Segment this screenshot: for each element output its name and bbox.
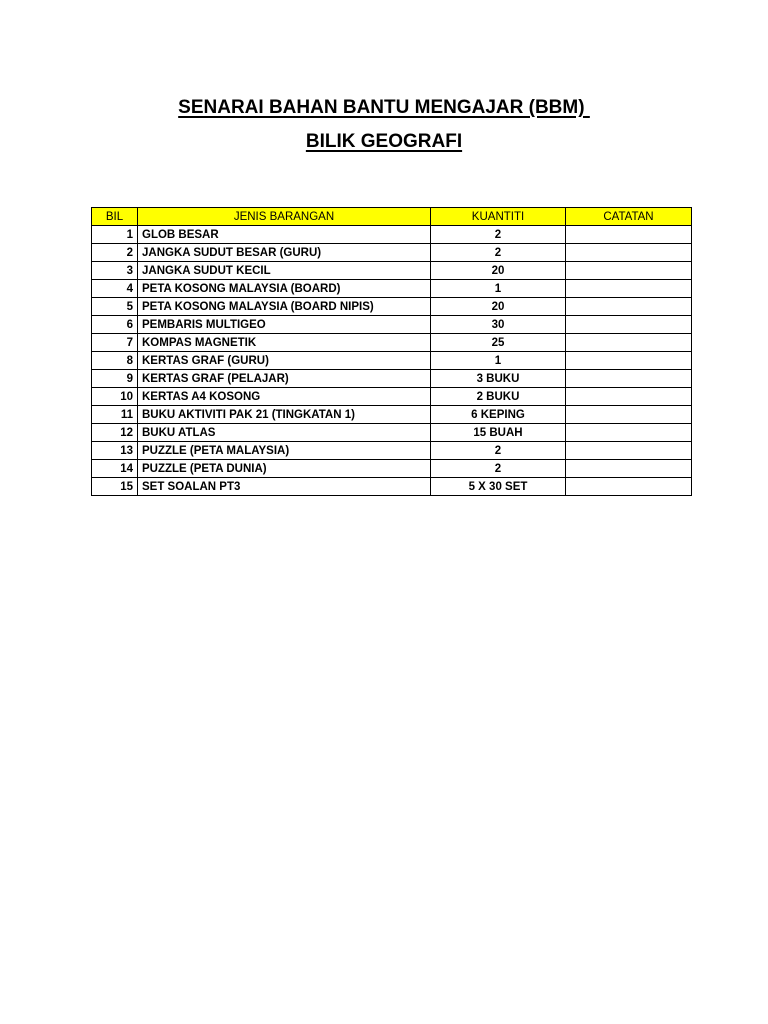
row-number: 12 xyxy=(92,424,138,442)
item-name: JANGKA SUDUT BESAR (GURU) xyxy=(138,244,431,262)
row-number: 13 xyxy=(92,442,138,460)
table-header-row xyxy=(92,208,692,226)
row-number: 2 xyxy=(92,244,138,262)
row-number: 8 xyxy=(92,352,138,370)
item-quantity: 30 xyxy=(431,316,566,334)
item-quantity: 1 xyxy=(431,280,566,298)
item-quantity: 20 xyxy=(431,298,566,316)
table-row xyxy=(92,460,692,478)
row-number: 5 xyxy=(92,298,138,316)
item-remarks xyxy=(566,244,692,262)
item-quantity: 3 BUKU xyxy=(431,370,566,388)
item-quantity: 2 BUKU xyxy=(431,388,566,406)
row-number: 9 xyxy=(92,370,138,388)
item-remarks xyxy=(566,424,692,442)
item-name: PETA KOSONG MALAYSIA (BOARD) xyxy=(138,280,431,298)
item-table xyxy=(91,207,692,496)
table-row xyxy=(92,406,692,424)
item-remarks xyxy=(566,478,692,496)
item-quantity: 2 xyxy=(431,442,566,460)
item-remarks xyxy=(566,316,692,334)
header-bil: BIL xyxy=(92,208,138,226)
item-remarks xyxy=(566,406,692,424)
item-name: JANGKA SUDUT KECIL xyxy=(138,262,431,280)
table-row xyxy=(92,352,692,370)
item-name: PUZZLE (PETA MALAYSIA) xyxy=(138,442,431,460)
item-name: PUZZLE (PETA DUNIA) xyxy=(138,460,431,478)
item-remarks xyxy=(566,370,692,388)
item-quantity: 20 xyxy=(431,262,566,280)
item-quantity: 1 xyxy=(431,352,566,370)
item-remarks xyxy=(566,442,692,460)
document-title: SENARAI BAHAN BANTU MENGAJAR (BBM) xyxy=(178,97,590,118)
table-body xyxy=(92,226,692,496)
table-row xyxy=(92,424,692,442)
header-kuantiti: KUANTITI xyxy=(431,208,566,226)
header-catatan: CATATAN xyxy=(566,208,692,226)
item-name: KERTAS GRAF (GURU) xyxy=(138,352,431,370)
row-number: 4 xyxy=(92,280,138,298)
item-name: SET SOALAN PT3 xyxy=(138,478,431,496)
table-row xyxy=(92,334,692,352)
row-number: 15 xyxy=(92,478,138,496)
table-row xyxy=(92,478,692,496)
item-quantity: 15 BUAH xyxy=(431,424,566,442)
item-quantity: 6 KEPING xyxy=(431,406,566,424)
item-quantity: 25 xyxy=(431,334,566,352)
item-quantity: 2 xyxy=(431,226,566,244)
item-remarks xyxy=(566,226,692,244)
header-jenis-barangan: JENIS BARANGAN xyxy=(138,208,431,226)
item-name: PEMBARIS MULTIGEO xyxy=(138,316,431,334)
row-number: 6 xyxy=(92,316,138,334)
row-number: 3 xyxy=(92,262,138,280)
item-quantity: 2 xyxy=(431,244,566,262)
item-quantity: 5 X 30 SET xyxy=(431,478,566,496)
row-number: 1 xyxy=(92,226,138,244)
row-number: 14 xyxy=(92,460,138,478)
table-row xyxy=(92,316,692,334)
item-name: KERTAS GRAF (PELAJAR) xyxy=(138,370,431,388)
table-row xyxy=(92,244,692,262)
item-name: BUKU ATLAS xyxy=(138,424,431,442)
item-remarks xyxy=(566,352,692,370)
table-row xyxy=(92,226,692,244)
item-remarks xyxy=(566,460,692,478)
table-row xyxy=(92,370,692,388)
row-number: 7 xyxy=(92,334,138,352)
item-name: BUKU AKTIVITI PAK 21 (TINGKATAN 1) xyxy=(138,406,431,424)
item-name: KERTAS A4 KOSONG xyxy=(138,388,431,406)
item-name: PETA KOSONG MALAYSIA (BOARD NIPIS) xyxy=(138,298,431,316)
row-number: 11 xyxy=(92,406,138,424)
table-row xyxy=(92,388,692,406)
item-name: GLOB BESAR xyxy=(138,226,431,244)
item-remarks xyxy=(566,262,692,280)
item-quantity: 2 xyxy=(431,460,566,478)
row-number: 10 xyxy=(92,388,138,406)
table-row xyxy=(92,442,692,460)
item-remarks xyxy=(566,334,692,352)
item-remarks xyxy=(566,298,692,316)
document-subtitle: BILIK GEOGRAFI xyxy=(305,131,463,152)
table-row xyxy=(92,262,692,280)
table-row xyxy=(92,280,692,298)
table-row xyxy=(92,298,692,316)
item-name: KOMPAS MAGNETIK xyxy=(138,334,431,352)
item-remarks xyxy=(566,280,692,298)
item-remarks xyxy=(566,388,692,406)
